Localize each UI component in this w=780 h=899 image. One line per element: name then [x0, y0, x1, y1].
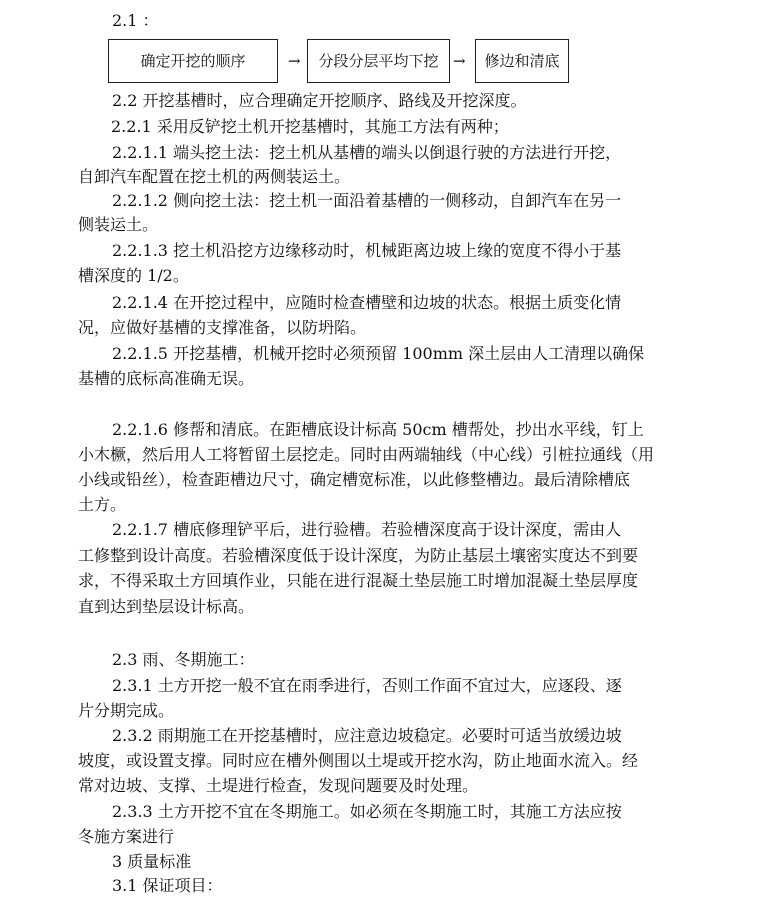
paragraph-line: 片分期完成。 — [78, 701, 175, 720]
paragraph-line: 小线或铅丝），检查距槽边尺寸，确定槽宽标准，以此修整槽边。最后清除槽底 — [78, 470, 631, 489]
paragraph-line: 槽深度的 1/2。 — [78, 266, 189, 285]
paragraph-line: 2.3.3 土方开挖不宜在冬期施工。如必须在冬期施工时，其施工方法应按 — [112, 802, 622, 821]
paragraph-line: 自卸汽车配置在挖土机的两侧装运土。 — [78, 167, 351, 186]
paragraph-line: 2.2.1.5 开挖基槽，机械开挖时必须预留 100mm 深土层由人工清理以确保 — [112, 344, 645, 363]
paragraph-line: 2.2.1.6 修帮和清底。在距槽底设计标高 50cm 槽帮处，抄出水平线，钉上 — [112, 420, 644, 439]
paragraph-line: 求，不得采取土方回填作业，只能在进行混凝土垫层施工时增加混凝土垫层厚度 — [78, 571, 639, 590]
paragraph-line: 坡度，或设置支撑。同时应在槽外侧围以土堤或开挖水沟，防止地面水流入。经 — [78, 751, 639, 770]
arrow-right-icon: → — [288, 52, 301, 70]
section-heading: 2.3 雨、冬期施工： — [112, 650, 255, 669]
process-flowchart — [108, 39, 578, 85]
paragraph-line: 2.3.2 雨期施工在开挖基槽时，应注意边坡稳定。必要时可适当放缓边坡 — [112, 726, 622, 745]
paragraph-line: 2.2.1.1 端头挖土法：挖土机从基槽的端头以倒退行驶的方法进行开挖， — [112, 143, 622, 162]
paragraph-line: 2.2.1 采用反铲挖土机开挖基槽时，其施工方法有两种； — [111, 117, 509, 136]
paragraph-line: 2.2.1.7 槽底修理铲平后，进行验槽。若验槽深度高于设计深度，需由人 — [112, 520, 622, 539]
paragraph-line: 2.2 开挖基槽时，应合理确定开挖顺序、路线及开挖深度。 — [112, 91, 527, 110]
paragraph-line: 况，应做好基槽的支撑准备，以防坍陷。 — [78, 318, 367, 337]
paragraph-line: 土方。 — [78, 495, 127, 514]
paragraph-line: 2.2.1.3 挖土机沿挖方边缘移动时，机械距离边坡上缘的宽度不得小于基 — [112, 241, 622, 260]
paragraph-line: 2.2.1.2 侧向挖土法：挖土机一面沿着基槽的一侧移动，自卸汽车在另一 — [112, 191, 622, 210]
section-heading: 2.1 ： — [112, 11, 159, 30]
paragraph-line: 小木橛，然后用人工将暂留土层挖走。同时由两端轴线（中心线）引桩拉通线（用 — [78, 445, 655, 464]
paragraph-line: 冬施方案进行 — [78, 827, 175, 846]
paragraph-line: 直到达到垫层设计标高。 — [78, 597, 255, 616]
flow-step-3: 修边和清底 — [475, 39, 569, 83]
paragraph-line: 基槽的底标高准确无误。 — [78, 369, 255, 388]
paragraph-line: 工修整到设计高度。若验槽深度低于设计深度，为防止基层土壤密实度达不到要 — [78, 546, 639, 565]
paragraph-line: 2.2.1.4 在开挖过程中，应随时检查槽壁和边坡的状态。根据土质变化情 — [112, 293, 622, 312]
section-heading: 3 质量标准 — [112, 852, 192, 871]
paragraph-line: 侧装运土。 — [78, 215, 159, 234]
flow-step-2: 分段分层平均下挖 — [307, 39, 450, 83]
section-heading: 3.1 保证项目： — [112, 876, 223, 895]
paragraph-line: 2.3.1 土方开挖一般不宜在雨季进行，否则工作面不宜过大，应逐段、逐 — [112, 676, 622, 695]
paragraph-line: 常对边坡、支撑、土堤进行检查，发现问题要及时处理。 — [78, 776, 479, 795]
arrow-right-icon: → — [453, 52, 466, 70]
flow-step-1: 确定开挖的顺序 — [108, 39, 278, 83]
